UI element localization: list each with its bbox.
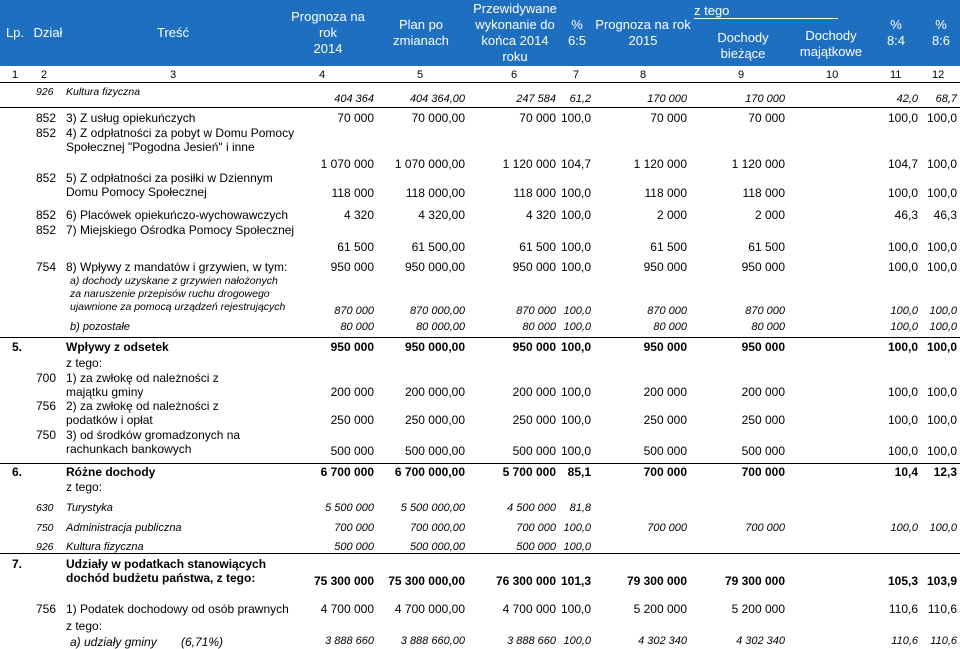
cell-prognoza-2015: 700 000 [647,522,687,534]
cell-plan-po-zmianach: 75 300 000,00 [388,574,465,588]
cell-prognoza-2014: 6 700 000 [320,465,374,479]
column-number: 11 [890,69,902,81]
row-dzial: 756 [36,399,57,413]
column-number: 3 [170,69,177,81]
row-label: a) dochody uzyskane z grzywien nałożonych za naruszenie przepisów ruchu drogowego ujawnione za pomocą urządzeń rejestrujących [70,275,286,313]
cell-pct-8-4: 100,0 [887,260,918,274]
cell-pct-8-4: 100,0 [887,444,918,458]
row-label: 4) Z odpłatności za pobyt w Domu Pomocy Społecznej "Pogodna Jesień" i inne [66,126,295,154]
row-label: Udziały w podatkach stanowiących dochód budżetu państwa, z tego: [66,557,267,585]
row-dzial: 750 [36,428,57,442]
cell-dochody-biezace: 1 120 000 [731,157,785,171]
cell-pct-8-6: 110,6 [930,635,957,647]
cell-pct-8-6: 110,6 [927,602,957,616]
cell-pct-8-4: 105,3 [887,574,918,588]
cell-przewidywane-wykonanie: 5 700 000 [502,465,556,479]
cell-pct-8-6: 12,3 [933,465,957,479]
cell-pct-8-6: 100,0 [926,240,957,254]
cell-prognoza-2014: 250 000 [330,413,374,427]
row-label: z tego: [66,619,103,633]
cell-pct-6-5: 100,0 [561,444,592,458]
row-label: Wpływy z odsetek [66,340,169,354]
col-tresc-header: Treść [156,25,190,40]
cell-plan-po-zmianach: 70 000,00 [411,111,465,125]
cell-prognoza-2015: 950 000 [643,340,687,354]
col-prognoza2014-header: Prognoza na rok 2014 [291,9,365,56]
cell-pct-6-5: 100,0 [561,413,592,427]
col-dochody-biezace-header: Dochody bieżące [717,30,769,61]
cell-prognoza-2015: 170 000 [647,93,687,105]
column-numbers-row [0,68,960,82]
cell-pct-6-5: 100,0 [563,635,591,647]
cell-dochody-biezace: 700 000 [745,522,785,534]
cell-pct-6-5: 101,3 [561,574,592,588]
cell-dochody-biezace: 70 000 [748,111,785,125]
column-number: 1 [12,69,19,81]
row-label: 5) Z odpłatności za posiłki w Dziennym Domu Pomocy Społecznej [66,171,273,199]
row-dzial: 926 [36,86,54,98]
cell-prognoza-2014: 5 500 000 [325,502,374,514]
cell-pct-6-5: 100,0 [561,186,592,200]
cell-pct-8-6: 100,0 [926,340,957,354]
cell-pct-8-6: 100,0 [926,111,957,125]
cell-pct-6-5: 100,0 [561,208,592,222]
cell-przewidywane-wykonanie: 4 500 000 [507,502,556,514]
row-label: 2) za zwłokę od należności z podatków i opłat [66,399,219,427]
cell-przewidywane-wykonanie: 80 000 [522,321,556,333]
row-dzial: 926 [36,541,54,553]
cell-prognoza-2015: 250 000 [643,413,687,427]
cell-pct-8-4: 104,7 [887,157,918,171]
column-number: 8 [640,69,647,81]
row-label: Kultura fizyczna [66,541,144,553]
row-label: 1) Podatek dochodowy od osób prawnych [66,602,289,616]
cell-prognoza-2015: 61 500 [650,240,687,254]
cell-pct-8-4: 100,0 [890,305,918,317]
row-label: a) udziały gminy [70,635,157,649]
cell-plan-po-zmianach: 500 000,00 [409,541,465,553]
row-lp: 5. [12,340,23,354]
cell-dochody-biezace: 700 000 [741,465,785,479]
row-label: 6) Placówek opiekuńczo-wychowawczych [66,208,289,222]
col-przewidywane-header: Przewidywane wykonanie do końca 2014 roku [473,1,557,64]
column-number: 2 [41,69,48,81]
column-number: 4 [319,69,326,81]
column-number: 6 [511,69,518,81]
row-label: Różne dochody [66,465,156,479]
cell-dochody-biezace: 4 302 340 [736,635,785,647]
cell-plan-po-zmianach: 4 320,00 [418,208,465,222]
cell-pct-6-5: 100,0 [561,340,592,354]
cell-plan-po-zmianach: 700 000,00 [409,522,465,534]
cell-pct-6-5: 100,0 [563,321,591,333]
cell-prognoza-2015: 950 000 [643,260,687,274]
cell-prognoza-2015: 500 000 [643,444,687,458]
cell-pct-8-6: 100,0 [926,186,957,200]
cell-przewidywane-wykonanie: 250 000 [512,413,556,427]
cell-prognoza-2014: 950 000 [330,260,374,274]
cell-przewidywane-wykonanie: 1 120 000 [502,157,556,171]
cell-przewidywane-wykonanie: 870 000 [516,305,556,317]
col-pct84-header: % 8:4 [886,17,906,48]
cell-prognoza-2015: 79 300 000 [626,574,687,588]
cell-przewidywane-wykonanie: 950 000 [512,340,556,354]
cell-dochody-biezace: 200 000 [741,385,785,399]
cell-pct-8-4: 100,0 [887,186,918,200]
cell-przewidywane-wykonanie: 118 000 [513,186,556,200]
row-label: 3) Z usług opiekuńczych [66,111,196,125]
cell-dochody-biezace: 80 000 [751,321,785,333]
cell-pct-8-6: 100,0 [929,321,957,333]
z-tego-underline [694,18,838,19]
cell-plan-po-zmianach: 950 000,00 [404,260,465,274]
cell-pct-8-6: 68,7 [935,93,957,105]
row-label: 3) od środków gromadzonych na rachunkach bankowych [66,428,241,456]
col-pct65-header: % 6:5 [567,17,587,48]
cell-plan-po-zmianach: 500 000,00 [404,444,465,458]
column-number: 10 [826,69,839,81]
cell-pct-8-4: 100,0 [890,321,918,333]
cell-plan-po-zmianach: 118 000,00 [405,186,465,200]
cell-przewidywane-wykonanie: 500 000 [512,444,556,458]
cell-pct-6-5: 81,8 [569,502,591,514]
cell-pct-8-6: 100,0 [926,413,957,427]
cell-dochody-biezace: 2 000 [754,208,785,222]
cell-prognoza-2015: 870 000 [647,305,687,317]
cell-dochody-biezace: 870 000 [745,305,785,317]
cell-pct-6-5: 100,0 [563,541,591,553]
cell-przewidywane-wykonanie: 950 000 [512,260,556,274]
cell-pct-8-6: 100,0 [926,260,957,274]
z-tego-header: z tego [694,3,730,18]
cell-przewidywane-wykonanie: 76 300 000 [495,574,556,588]
cell-przewidywane-wykonanie: 3 888 660 [507,635,556,647]
row-label-share: (6,71%) [181,635,224,649]
cell-pct-6-5: 100,0 [561,240,592,254]
row-label: Turystyka [66,502,113,514]
cell-dochody-biezace: 118 000 [742,186,785,200]
cell-pct-6-5: 100,0 [561,260,592,274]
column-number: 5 [417,69,424,81]
table-header [0,0,960,66]
cell-pct-8-6: 100,0 [926,385,957,399]
cell-dochody-biezace: 500 000 [741,444,785,458]
row-lp: 7. [12,557,23,571]
cell-plan-po-zmianach: 4 700 000,00 [394,602,465,616]
row-dzial: 750 [36,522,54,534]
cell-prognoza-2015: 4 302 340 [638,635,687,647]
row-label: b) pozostałe [70,321,130,333]
row-dzial: 852 [36,171,57,185]
cell-pct-6-5: 100,0 [561,602,592,616]
cell-plan-po-zmianach: 1 070 000,00 [394,157,465,171]
row-dzial: 630 [36,502,54,514]
cell-prognoza-2015: 118 000 [644,186,687,200]
cell-pct-8-4: 42,0 [896,93,918,105]
row-dzial: 852 [36,111,57,125]
row-dzial: 700 [36,371,57,385]
cell-pct-6-5: 104,7 [561,157,592,171]
cell-plan-po-zmianach: 250 000,00 [404,413,465,427]
row-label: Kultura fizyczna [66,86,141,98]
col-lp-header: Lp. [5,25,25,40]
cell-przewidywane-wykonanie: 70 000 [519,111,556,125]
cell-plan-po-zmianach: 80 000,00 [416,321,465,333]
cell-plan-po-zmianach: 61 500,00 [411,240,465,254]
cell-pct-8-6: 103,9 [926,574,957,588]
cell-plan-po-zmianach: 5 500 000,00 [400,502,465,514]
col-dzial-header: Dział [33,25,63,40]
cell-pct-8-6: 100,0 [929,305,957,317]
cell-prognoza-2015: 80 000 [653,321,687,333]
cell-pct-6-5: 100,0 [561,385,592,399]
cell-pct-8-4: 110,6 [891,635,918,647]
cell-pct-8-4: 110,6 [888,602,918,616]
cell-prognoza-2015: 70 000 [650,111,687,125]
cell-pct-6-5: 100,0 [561,111,592,125]
cell-plan-po-zmianach: 200 000,00 [404,385,465,399]
row-dzial: 852 [36,223,57,237]
cell-prognoza-2014: 950 000 [330,340,374,354]
cell-pct-8-6: 100,0 [926,157,957,171]
cell-prognoza-2014: 1 070 000 [320,157,374,171]
cell-prognoza-2014: 500 000 [330,444,374,458]
cell-prognoza-2014: 118 000 [331,186,374,200]
cell-prognoza-2014: 75 300 000 [313,574,374,588]
row-label: Administracja publiczna [66,522,182,534]
cell-plan-po-zmianach: 3 888 660,00 [400,635,465,647]
row-lp: 6. [12,465,23,479]
row-dzial: 754 [36,260,57,274]
cell-prognoza-2014: 200 000 [330,385,374,399]
cell-dochody-biezace: 170 000 [745,93,785,105]
cell-pct-8-4: 46,3 [894,208,918,222]
row-label: 7) Miejskiego Ośrodka Pomocy Społecznej [66,223,295,237]
cell-dochody-biezace: 61 500 [748,240,785,254]
cell-prognoza-2015: 5 200 000 [633,602,687,616]
cell-dochody-biezace: 250 000 [741,413,785,427]
column-number: 7 [573,69,580,81]
cell-prognoza-2015: 700 000 [643,465,687,479]
cell-przewidywane-wykonanie: 200 000 [512,385,556,399]
cell-pct-8-6: 100,0 [929,522,957,534]
cell-prognoza-2014: 3 888 660 [325,635,374,647]
cell-prognoza-2014: 80 000 [340,321,374,333]
cell-pct-8-4: 100,0 [887,111,918,125]
cell-pct-8-4: 100,0 [887,340,918,354]
cell-pct-8-4: 100,0 [887,385,918,399]
cell-pct-8-6: 100,0 [926,444,957,458]
cell-dochody-biezace: 79 300 000 [724,574,785,588]
row-label: z tego: [66,356,103,370]
row-dzial: 852 [36,126,57,140]
cell-prognoza-2014: 70 000 [337,111,374,125]
cell-prognoza-2014: 61 500 [337,240,374,254]
row-label: 8) Wpływy z mandatów i grzywien, w tym: [66,260,288,274]
cell-plan-po-zmianach: 404 364,00 [409,93,465,105]
cell-prognoza-2014: 404 364 [334,93,374,105]
col-prognoza2015-header: Prognoza na rok 2015 [595,17,691,48]
cell-prognoza-2014: 4 320 [343,208,374,222]
cell-plan-po-zmianach: 870 000,00 [409,305,465,317]
cell-prognoza-2014: 500 000 [334,541,374,553]
cell-prognoza-2014: 700 000 [334,522,374,534]
cell-pct-8-4: 100,0 [887,240,918,254]
cell-pct-8-4: 10,4 [894,465,918,479]
row-dzial: 852 [36,208,57,222]
cell-pct-6-5: 85,1 [567,465,591,479]
col-pct86-header: % 8:6 [931,17,951,48]
cell-pct-6-5: 100,0 [563,522,591,534]
cell-pct-8-4: 100,0 [887,413,918,427]
cell-przewidywane-wykonanie: 247 584 [516,93,556,105]
cell-przewidywane-wykonanie: 4 700 000 [502,602,556,616]
cell-prognoza-2015: 2 000 [656,208,687,222]
column-number: 9 [738,69,745,81]
cell-prognoza-2015: 1 120 000 [633,157,687,171]
cell-przewidywane-wykonanie: 4 320 [525,208,556,222]
row-dzial: 756 [36,602,57,616]
cell-pct-6-5: 100,0 [563,305,591,317]
cell-przewidywane-wykonanie: 500 000 [516,541,556,553]
cell-prognoza-2014: 4 700 000 [320,602,374,616]
cell-przewidywane-wykonanie: 700 000 [516,522,556,534]
cell-prognoza-2014: 870 000 [334,305,374,317]
col-plan-header: Plan po zmianach [393,17,449,48]
cell-dochody-biezace: 5 200 000 [731,602,785,616]
cell-pct-8-4: 100,0 [890,522,918,534]
cell-prognoza-2015: 200 000 [643,385,687,399]
cell-plan-po-zmianach: 950 000,00 [404,340,465,354]
cell-pct-8-6: 46,3 [933,208,957,222]
cell-plan-po-zmianach: 6 700 000,00 [394,465,465,479]
cell-pct-6-5: 61,2 [569,93,591,105]
cell-dochody-biezace: 950 000 [741,340,785,354]
column-number: 12 [932,69,945,81]
cell-dochody-biezace: 950 000 [741,260,785,274]
row-label: z tego: [66,480,103,494]
row-label: 1) za zwłokę od należności z majątku gminy [66,371,219,399]
col-dochody-majatkowe-header: Dochody majątkowe [799,28,863,59]
cell-przewidywane-wykonanie: 61 500 [519,240,556,254]
